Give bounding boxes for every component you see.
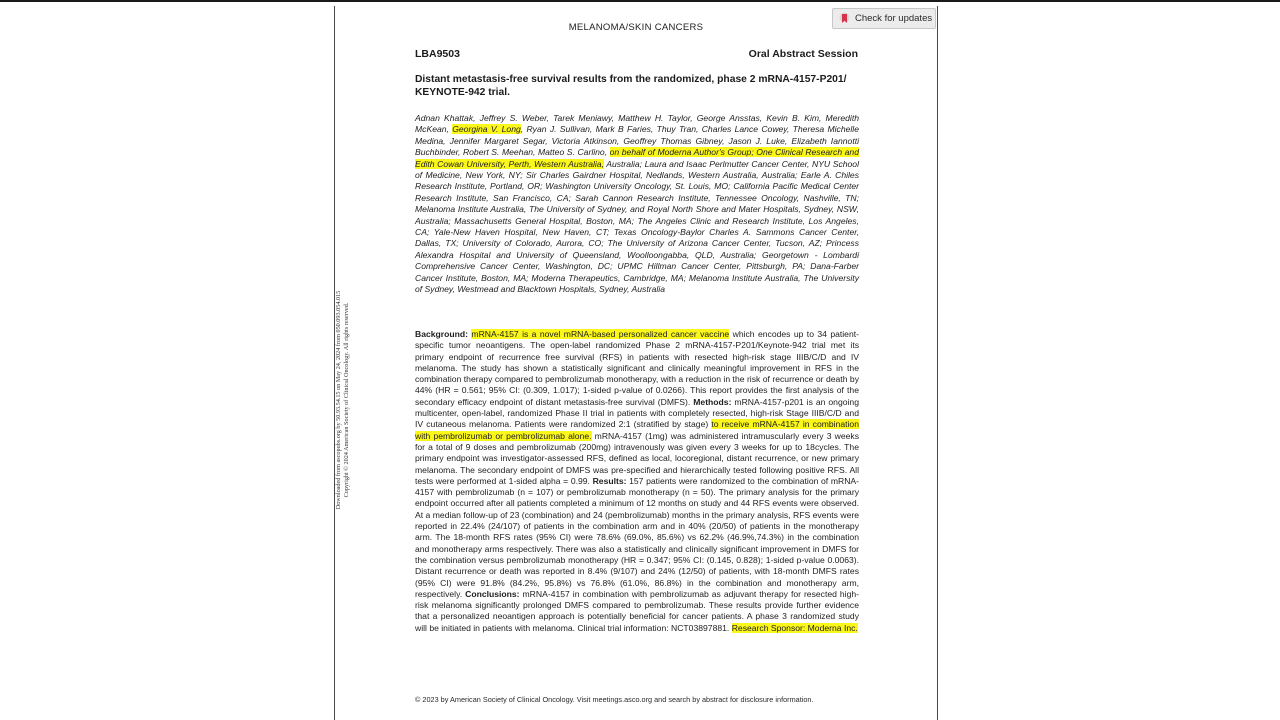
conclusions-label: Conclusions: bbox=[465, 588, 520, 599]
highlighted-affiliation: on behalf of Moderna Author's Group; One Clinical Research and Edith Cowan University, Perth, Western Australia, bbox=[415, 147, 859, 169]
background-label: Background: bbox=[415, 329, 468, 339]
results-label: Results: bbox=[592, 475, 627, 486]
authors-text: Adnan Khattak, Jeffrey S. Weber, Tarek Meniawy, Matthew H. Taylor, George Ansstas, Kevin B. Kim, Meredith McKean, bbox=[415, 113, 859, 135]
section-heading: MELANOMA/SKIN CANCERS bbox=[568, 22, 704, 33]
author-list bbox=[415, 113, 859, 296]
highlighted-sponsor: Research Sponsor: Moderna Inc. bbox=[731, 622, 858, 633]
conclusions-text: mRNA-4157 in combination with pembrolizumab as adjuvant therapy for resected high-risk melanoma significantly prolonged DMFS compared to pembrolizumab. These results provide further evidence that a personalized neoantigen approach is potentially beneficial for cancer patients. A phase 3 randomized study will be initiated in patients with melanoma. Clinical trial information: NCT03897881. bbox=[415, 588, 860, 633]
abstract-body bbox=[415, 329, 859, 634]
methods-text: mRNA-4157-p201 is an ongoing multicenter, open-label, randomized Phase II trial in patients with completely resected, high-risk Stage IIIB/C/D and IV cutaneous melanoma. Patients were randomized 2:1 (stratified by stage) bbox=[415, 396, 859, 430]
download-watermark bbox=[335, 291, 351, 510]
results-text: 157 patients were randomized to the combination of mRNA-4157 with pembrolizumab (n = 107) or pembrolizumab monotherapy (n = 50). The primary analysis for the primary endpoint occurred after all patients completed a minimum of 12 months on study and 44 RFS events were observed. At a median follow-up of 23 (combination) and 24 (pembrolizumab) months in the primary analysis, RFS events were reported in 22.4% (24/107) of patients in the combination arm and in 40% (20/50) of patients in the monotherapy arm. The 18-month RFS rates (95% CI) were 78.6% (69.0%, 85.6%) vs 62.2% (46.9%,74.3%) in the combination and monotherapy arms respectively. There was also a statistically and clinically significant improvement in DMFS for the combination versus pembrolizumab monotherapy (HR = 0.347; 95% CI: (0.145, 0.828); 1-sided p-value 0.0063). Distant recurrence or death was reported in 8.4% (9/107) and 24% (12/50) of patients, with 18-month DMFS rates (95% CI) were 91.8% (84.2%, 95.8%) vs 76.8% (61.0%, 86.8%) in the combination and monotherapy arm, respectively. bbox=[415, 475, 859, 599]
methods-text-continued: mRNA-4157 (1mg) was administered intramuscularly every 3 weeks for a total of 9 doses and pembrolizumab (200mg) intravenously was given every 3 weeks for up to 18cycles. The primary endpoint was investigator-assessed RFS, defined as local, locoregional, distant recurrence, or new primary melanoma. The secondary endpoint of DMFS was pre-specified and hierarchically tested following positive RFS. All tests were performed at 1-sided alpha = 0.99. bbox=[415, 430, 860, 486]
abstract-title: Distant metastasis-free survival results from the randomized, phase 2 mRNA-4157-P201/ KEYNOTE-942 trial. bbox=[415, 74, 847, 98]
copyright-footer: © 2023 by American Society of Clinical Oncology. Visit meetings.asco.org and search by abstract for disclosure information. bbox=[415, 695, 814, 704]
methods-label: Methods: bbox=[693, 396, 732, 407]
top-border bbox=[0, 0, 1280, 2]
affiliations-text: Australia; Laura and Isaac Perlmutter Cancer Center, NYU School of Medicine, New York, NY; Sir Charles Gairdner Hospital, Nedlands, Western Australia, Australia; Earle A. Chiles Research Institute, Portland, OR; Washington University Oncology, St. Louis, MO; California Pacific Medical Center Research Institute, San Francisco, CA; Sarah Cannon Research Institute, Tennessee Oncology, Nashville, TN; Melanoma Institute Australia, The University of Sydney, and Royal North Shore and Mater Hospitals, Sydney, NSW, Australia; Massachusetts General Hospital, Boston, MA; The Angeles Clinic and Research Institute, Los Angeles, CA; Yale-New Haven Hospital, New Haven, CT; Texas Oncology-Baylor Charles A. Sammons Cancer Center, Dallas, TX; University of Colorado, Aurora, CO; The University of Arizona Cancer Center, Tucson, AZ; Princess Alexandra Hospital and University of Queensland, Woolloongabba, QLD, Australia; Georgetown - Lombardi Comprehensive Cancer Center, Washington, DC; UPMC Hillman Cancer Center, Pittsburgh, PA; Dana-Farber Cancer Institute, Boston, MA; Moderna Therapeutics, Cambridge, MA; Melanoma Institute Australia, The University of Sydney, Westmead and Blacktown Hospitals, Sydney, Australia bbox=[415, 158, 859, 295]
highlighted-vaccine-description: mRNA-4157 is a novel mRNA-based personalized cancer vaccine bbox=[471, 329, 730, 339]
highlighted-author: Georgina V. Long bbox=[452, 124, 521, 135]
background-text: which encodes up to 34 patient-specific tumor neoantigens. The open-label randomized Phase 2 mRNA-4157-P201/Keynote-942 trial met its primary endpoint of recurrence free survival (RFS) in patients with resected high-risk stage IIIB/C/D and IV melanoma. The study has shown a statistically significant and clinically meaningful improvement in RFS in the combination therapy compared to pembrolizumab monotherapy, with a reduction in the risk of recurrence or death by 44% (HR = 0.561; 95% CI: (0.309, 1.017); 1-sided p-value of 0.0266). This report provides the first analysis of the secondary efficacy endpoint of distant metastasis-free survival (DMFS). bbox=[415, 329, 859, 407]
session-type: Oral Abstract Session bbox=[748, 48, 858, 60]
download-line: Downloaded from ascopubs.org by 50.93.54.15 on May 24, 2024 from 050.093.054.015 bbox=[335, 290, 342, 510]
abstract-id: LBA9503 bbox=[415, 48, 460, 60]
authors-text: , Ryan J. Sullivan, Mark B Faries, Thuy Tran, Charles Lance Cowey, Theresa Michelle Medina, Jennifer Margaret Segar, Victoria Atkinson, Geoffrey Thomas Gibney, Jason J. Luke, Elizabeth Iannotti Buchbinder, Robert S. Meehan, Matteo S. Carlino, bbox=[415, 124, 859, 158]
highlighted-randomization: to receive mRNA-4157 in combination with pembrolizumab or pembrolizumab alone. bbox=[415, 419, 859, 441]
copyright-line: Copyright © 2024 American Society of Clinical Oncology. All rights reserved. bbox=[343, 302, 350, 498]
check-for-updates-label: Check for updates bbox=[855, 13, 933, 24]
